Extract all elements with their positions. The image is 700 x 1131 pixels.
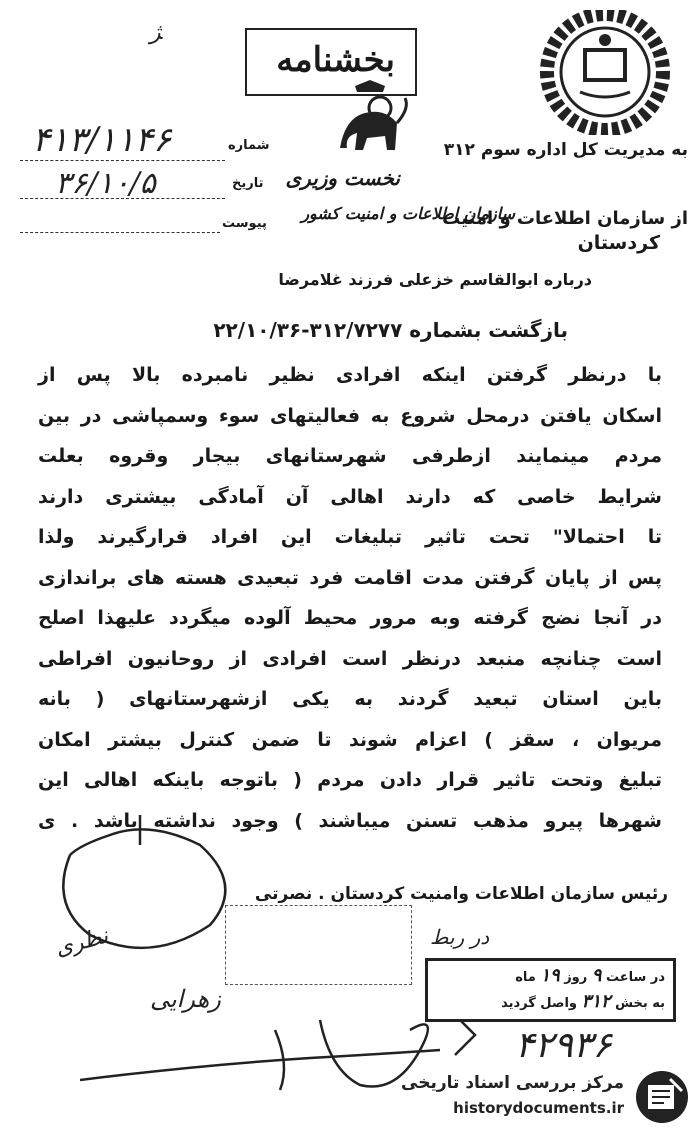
date-label: تاریخ <box>232 176 264 191</box>
receipt-line1-value: ۹ <box>591 965 602 986</box>
body-line: با درنظر گرفتن اینکه افرادی نظیر نامبرده بالا پس از <box>38 364 662 386</box>
handwritten-arsheef: در ربط <box>430 925 490 949</box>
address-line: به مدیریت کل اداره سوم ۳۱۲ <box>443 140 688 160</box>
receipt-line1-mid: روز <box>564 970 588 985</box>
receipt-line1-end: ماه <box>515 970 536 985</box>
corner-mark: ﮋ <box>150 20 163 45</box>
subject-line: درباره ابوالقاسم خزعلی فرزند غلامرضا <box>278 270 592 289</box>
receipt-line1-label: در ساعت <box>606 970 665 985</box>
number-value: ۴۱۳/۱۱۴۶ <box>32 120 172 160</box>
watermark-text-en: historydocuments.ir <box>453 1099 624 1117</box>
body-line: باین استان تبعید گردند به یکی ازشهرستانهای ( بانه <box>38 688 662 710</box>
number-underline <box>20 160 225 161</box>
receipt-line2-value: ۳۱۲ <box>581 991 611 1012</box>
date-value: ۳۶/۱۰/۵ <box>55 166 156 201</box>
attachment-underline <box>20 232 220 233</box>
body-line: اسکان یافتن درمحل شروع به فعالیتهای سوء وسمپاشی در بین <box>38 404 662 427</box>
marginal-note: نظری <box>52 923 111 962</box>
watermark-logo-icon <box>634 1069 690 1125</box>
body-line: شرایط خاصی که دارند اهالی آن آمادگی بیشتری دارند <box>38 485 662 508</box>
receipt-line2 <box>501 991 665 1012</box>
receipt-line2-label: به بخش <box>615 996 665 1011</box>
sender-province: کردستان <box>577 232 660 254</box>
body-line: در آنجا نضج گرفته وبه مرور محیط آلوده میگردد علیهذا اصلح <box>38 607 662 629</box>
watermark <box>394 1067 694 1125</box>
body-line: شهرها پیرو مذهب تسنن میباشند ) وجود نداشته باشد . ی <box>38 809 662 832</box>
organization-seal-icon <box>540 10 670 135</box>
classification-stamp-text: بخشنامه <box>276 40 395 80</box>
lion-and-sun-emblem-icon <box>325 78 415 158</box>
signature-line: رئیس سازمان اطلاعات وامنیت کردستان . نصرتی <box>254 884 668 904</box>
handwritten-zehtab: زهرایی <box>150 985 221 1013</box>
body-line: تبلیغ وتحت تاثیر قرار دادن مردم ( باتوجه باینکه اهالی این <box>38 769 662 791</box>
body-line: است چنانچه منبعد درنظر است افرادی از روحانیون افراطی <box>38 647 662 670</box>
attachment-label: پیوست <box>222 216 267 231</box>
receipt-line1 <box>515 965 665 986</box>
body-line: مریوان ، سقز ) اعزام شوند تا ضمن کنترل بیشتر امکان <box>38 728 662 751</box>
reference-line: بازگشت بشماره ۳۱۲/۷۲۷۷-۲۲/۱۰/۳۶ <box>213 318 568 342</box>
sender-typed: از سازمان اطلاعات و امنیت <box>442 208 688 229</box>
dashed-region <box>225 905 412 985</box>
watermark-text-fa: مرکز بررسی اسناد تاریخی <box>401 1073 624 1093</box>
sender-handwritten: نخست وزیری <box>285 166 400 190</box>
body-line: مردم مینمایند ازطرفی شهرستانهای بیجار وقروه بعلت <box>38 445 662 467</box>
body-line: پس از پایان گرفتن مدت اقامت فرد تبعیدی هسته های براندازی <box>38 566 662 589</box>
number-label: شماره <box>228 138 270 153</box>
receipt-line2-end: واصل گردید <box>501 996 577 1011</box>
body-line: تا احتمالا" تحت تاثیر تبلیغات این افراد قرارگیرند ولذا <box>38 526 662 548</box>
bottom-number: ۴۲۹۳۶ <box>515 1025 612 1066</box>
sender-org-handwritten: سازمان اطلاعات و امنیت کشور <box>301 204 515 223</box>
receipt-line1-value2: ۱۹ <box>540 965 560 986</box>
